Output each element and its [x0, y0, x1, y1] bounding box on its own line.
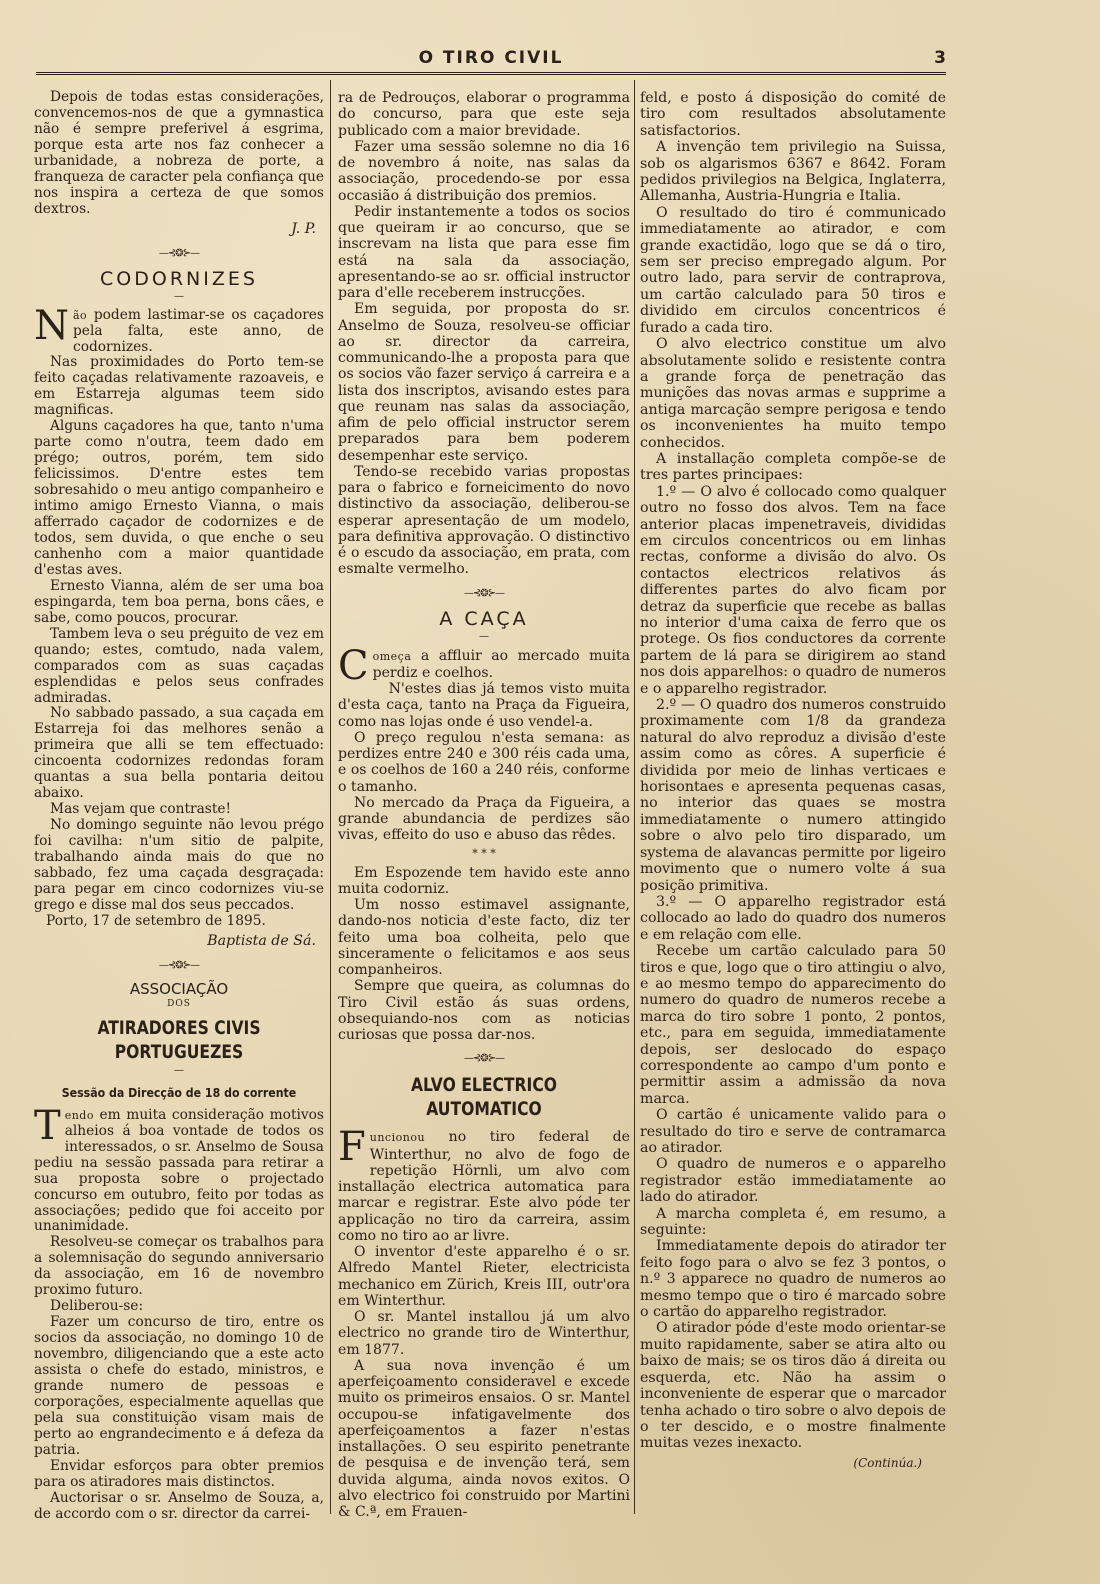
signature: Baptista de Sá. [207, 932, 316, 949]
article-paragraph: N'estes dias já temos visto muita d'esta caça, tanto na Praça da Figueira, como nas lojas onde é uso vendel-a. [338, 681, 630, 730]
article-paragraph: Um nosso estimavel assignante, dando-nos noticia d'este facto, diz ter feito uma boa colheita, pelo que sinceramente o felicitamos e aos seus companheiros. [338, 897, 630, 978]
article-paragraph: Immediatamente depois do atirador ter feito fogo para o alvo se fez 3 pontos, o n.º 3 apparece no quadro de numeros ao mesmo tempo que o tiro é marcado sobre o cartão do apparelho registrador. [640, 1238, 946, 1321]
article-paragraph: 2.º — O quadro dos numeros construido proximamente com 1/8 da grandeza natural do alvo reproduz a divisão d'este assim como as côres. A superficie é dividida por meio de linhas verticaes e horisontaes e apresenta pequenas casas, no interior das quaes se mostra immediatamente o numero attingido sobre o alvo pelo tiro disparado, um systema de alavancas permitte por ligeiro movimento que o numero volte á sua posição primitiva. [640, 697, 946, 894]
page-number: 3 [934, 48, 946, 68]
article-paragraph: Auctorisar o sr. Anselmo de Souza, a, de accordo com o sr. director da carrei- [34, 1489, 324, 1522]
section-title-associacao: ASSOCIAÇÃO [129, 979, 229, 998]
drop-cap: F [338, 1124, 366, 1171]
title-dash: — [479, 630, 489, 642]
header-rule [36, 72, 946, 75]
article-paragraph: Nas proximidades do Porto tem-se feito caçadas relativamente razoaveis, e em Estarreja algumas teem sido magnificas. [34, 354, 324, 419]
column-divider [634, 80, 635, 1514]
ornament-divider: —⊰❂⊱— [158, 247, 200, 259]
article-paragraph: No sabbado passado, a sua caçada em Estarreja foi das melhores senão a primeira que alli se tem effectuado: cincoenta codornizes redondas foram quantas a sua bella pontaria deitou abaixo. [34, 705, 324, 802]
article-paragraph: A marcha completa é, em resumo, a seguinte: [640, 1205, 946, 1239]
article-paragraph: O resultado do tiro é communicado immediatamente ao atirador, e com grande exactidão, logo que se dá o tiro, sem ser preciso empregado algum. Por outro lado, para servir de contraprova, um cartão calculado para 50 tiros e dividido em circulos concentricos é furado a cada tiro. [640, 204, 946, 336]
section-title-alvo: ALVO ELECTRICO AUTOMATICO [410, 1074, 558, 1121]
title-dash: — [174, 1064, 184, 1076]
article-paragraph: Pedir instantemente a todos os socios que queiram ir ao concurso, que se inscrevam na lista que para esse fim está na sala da associação, apresentando-se ao sr. official instructor para d'elle receberem instrucções. [338, 203, 630, 301]
article-lead-paragraph: Tendo em muita consideração motivos alheios á boa vontade de todos os interessados, o sr. Anselmo de Sousa pediu na sessão passada para retirar a sua proposta sobre o projectado concurso em outubro, feito por todas as associações; pedido que foi acceito por unanimidade. [34, 1102, 324, 1235]
article-paragraph: A sua nova invenção é um aperfeiçoamento consideravel e excede muito os primeiros ensaios. O sr. Mantel occupou-se infatigavelmente dos aperfeiçoamentos a fazer n'estas installações. O seu espirito penetrante de pesquisa e de invenção terá, sem duvida alguma, ainda novos exitos. O alvo electrico foi construido por Martini & C.ª, em Frauen- [338, 1357, 630, 1520]
article-paragraph: 1.º — O alvo é collocado como qualquer outro no fosso dos alvos. Tem na face anterior placas impenetraveis, divididas em circulos concentricos ou em linhas rectas, conforme a divisão do alvo. Os contactos electricos relativos ás differentes partes do alvo ficam por detraz da superficie que recebe as ballas no interior d'uma caixa de ferro que os protege. Os fios conductores da corrente partem de lá para se dirigirem ao stand nos dois apparelhos: o quadro de numeros e o apparelho registrador. [640, 483, 946, 697]
column-divider [330, 80, 331, 1514]
section-title-codornizes: CODORNIZES [100, 267, 258, 290]
column-1 [34, 90, 324, 1524]
article-paragraph: No domingo seguinte não levou prégo foi cavilha: n'um sitio de palpite, trabalhando ainda mais do que no sabbado, fez uma caçada desgraçada: para pegar em cinco codornizes viu-se grego e disse mal dos seus peccados. [34, 817, 324, 913]
article-paragraph: Tendo-se recebido varias propostas para o fabrico e forneicimento do novo distinctivo da associação, deliberou-se esperar apresentação de um modelo, para definitiva approvação. O distinctivo é o escudo da associação, em prata, com esmalte vermelho. [338, 463, 630, 578]
article-paragraph: Recebe um cartão calculado para 50 tiros e que, logo que o tiro attingiu o alvo, e ao mesmo tempo do apparecimento do numero do quadro de numeros recebe a marca do tiro sobre 1 ponto, 2 pontos, etc., para em seguida, immediatamente depois, ser deslocado do espaço correspondente ao campo d'um ponto e permittir assim a admissão da nova marca. [640, 943, 946, 1107]
article-paragraph: Mas vejam que contraste! [50, 801, 232, 818]
column-3 [640, 90, 946, 1524]
article-paragraph: A invenção tem privilegio na Suissa, sob os algarismos 6367 e 8642. Foram pedidos privilegios na Belgica, Inglaterra, Allemanha, Austria-Hungria e Italia. [640, 139, 946, 205]
drop-cap: T [34, 1102, 61, 1149]
masthead-title: O TIRO CIVIL [418, 48, 564, 68]
article-paragraph: Deliberou-se: [50, 1298, 144, 1315]
section-title-atiradores: ATIRADORES CIVIS PORTUGUEZES [97, 1016, 261, 1063]
article-paragraph: feld, e posto á disposição do comité de tiro com resultados absolutamente satisfactorios. [640, 90, 946, 139]
article-lead-paragraph: Funcionou no tiro federal de Winterthur, no alvo de fogo de repetição Hörnli, um alvo com installação electrica automatica para marcar e registrar. Este alvo póde ter applicação no tiro da carreira, assim como no tiro ao ar livre. [338, 1124, 630, 1244]
drop-cap: C [338, 642, 369, 689]
article-paragraph: Em Espozende tem havido este anno muita codorniz. [338, 864, 630, 897]
article-paragraph: No mercado da Praça da Figueira, a grande abundancia de perdizes são vivas, effeito do uso e abuso das rêdes. [338, 794, 630, 844]
article-paragraph: Fazer um concurso de tiro, entre os socios da associação, no domingo 10 de novembro, diligenciando que a este acto assista o chefe do estado, ministros, e grande numero de pessoas e corporações, especialmente aquellas que pela sua constituição visam mais de perto ao engrandecimento e á defeza da patria. [34, 1314, 324, 1458]
ornament-divider: —⊰❂⊱— [463, 587, 505, 599]
column-2 [338, 90, 630, 1524]
article-paragraph: Sempre que queira, as columnas do Tiro Civil estão ás suas ordens, obsequiando-nos com as noticias curiosas que possa dar-nos. [338, 978, 630, 1043]
article-paragraph: O quadro de numeros e o apparelho registrador estão immediatamente ao lado do atirador. [640, 1156, 946, 1206]
article-lead-paragraph: Não podem lastimar-se os caçadores pela falta, este anno, de codornizes. [34, 302, 324, 355]
article-paragraph: O atirador póde d'este modo orientar-se muito rapidamente, saber se atira alto ou baixo de mais; se os tiros dão á direita ou esquerda, etc. Não ha assim o inconveniente de esperar que o marcador tenha achado o tiro sobre o alvo depois de o ter descido, e o mostre finalmente muitas vezes inexacto. [640, 1320, 946, 1452]
masthead [36, 48, 946, 70]
section-title-dos: DOS [167, 998, 191, 1009]
article-paragraph: O sr. Mantel installou já um alvo electrico no grande tiro de Winterthur, em 1877. [338, 1309, 630, 1358]
continued-note: (Continúa.) [853, 1455, 922, 1470]
article-paragraph: Fazer uma sessão solemne no dia 16 de novembro á noite, nas salas da associação, procedendo-se por essa occasião á distribuição dos premios. [338, 138, 630, 204]
article-paragraph: ra de Pedrouços, elaborar o programma do concurso, para que este seja publicado com a maior brevidade. [338, 90, 630, 139]
article-paragraph: Tambem leva o seu préguito de vez em quando; estes, comtudo, nada valem, comparados com as suas caçadas esplendidas e pelos seus confrades admiradas. [34, 625, 324, 706]
drop-cap: N [34, 302, 69, 349]
article-paragraph: Resolveu-se começar os trabalhos para a solemnisação do segundo anniversario da associação, em 16 de novembro proximo futuro. [34, 1234, 324, 1299]
ornament-divider: —⊰❂⊱— [158, 959, 200, 971]
title-dash: — [174, 290, 184, 302]
article-paragraph: A installação completa compõe-se de tres partes principaes: [640, 450, 946, 484]
article-lead-paragraph: Começa a affluir ao mercado muita perdiz e coelhos. [338, 642, 630, 689]
article-paragraph: O inventor d'este apparelho é o sr. Alfredo Mantel Rieter, electricista mechanico em Zürich, Kreis III, outr'ora em Winterthur. [338, 1244, 630, 1309]
ornament-divider: —⊰❂⊱— [463, 1053, 505, 1065]
article-paragraph: O cartão é unicamente valido para o resultado do tiro e serve de contramarca ao atirador. [640, 1107, 946, 1156]
article-paragraph: O alvo electrico constitue um alvo absolutamente solido e resistente contra a grande força de penetração das munições das novas armas e supprime a antiga marcação sempre perigosa e tendo os inconvenientes ha muito tempo conhecidos. [640, 336, 946, 451]
article-paragraph: Alguns caçadores ha que, tanto n'uma parte como n'outra, teem dado em prégo; outros, porém, tem sido felicissimos. D'entre estes tem sobresahido o meu antigo companheiro e intimo amigo Ernesto Vianna, o mais afferrado caçador de codornizes e de todos, sem duvida, o que enche o seu canhenho com a maior quantidade d'estas aves. [34, 418, 324, 578]
article-paragraph: O preço regulou n'esta semana: as perdizes entre 240 e 300 réis cada uma, e os coelhos de 160 a 240 réis, conforme o tamanho. [338, 729, 630, 795]
article-paragraph: 3.º — O apparelho registrador está collocado ao lado do quadro dos numeros e em relação com elle. [640, 893, 946, 943]
article-paragraph: Envidar esforços para obter premios para os atiradores mais distinctos. [34, 1457, 324, 1490]
article-date: Porto, 17 de setembro de 1895. [46, 912, 266, 929]
article-paragraph: Em seguida, por proposta do sr. Anselmo de Souza, resolveu-se officiar ao sr. director da carreira, communicando-lhe a proposta para que os socios vão fazer serviço á carreira e a lista dos inscriptos, avisando estes para que reunam nas salas da associação, afim de pelo official instructor serem preparados para bem poderem desempenhar este serviço. [338, 301, 630, 464]
signature: J. P. [291, 220, 316, 237]
article-paragraph: Depois de todas estas considerações, convencemos-nos de que a gymnastica não é sempre preferivel á esgrima, porque esta arte nos faz conhecer a urbanidade, a nobreza de porte, a franqueza de caracter pela confiança que nos inspira a certeza de que somos dextros. [34, 89, 324, 217]
section-subtitle: Sessão da Direcção de 18 do corrente [61, 1084, 297, 1100]
section-title-caca: A CAÇA [439, 607, 529, 630]
asterism: * * * [472, 846, 496, 860]
article-paragraph: Ernesto Vianna, além de ser uma boa espingarda, tem boa perna, bons cães, e sabe, como poucos, procurar. [34, 577, 324, 626]
